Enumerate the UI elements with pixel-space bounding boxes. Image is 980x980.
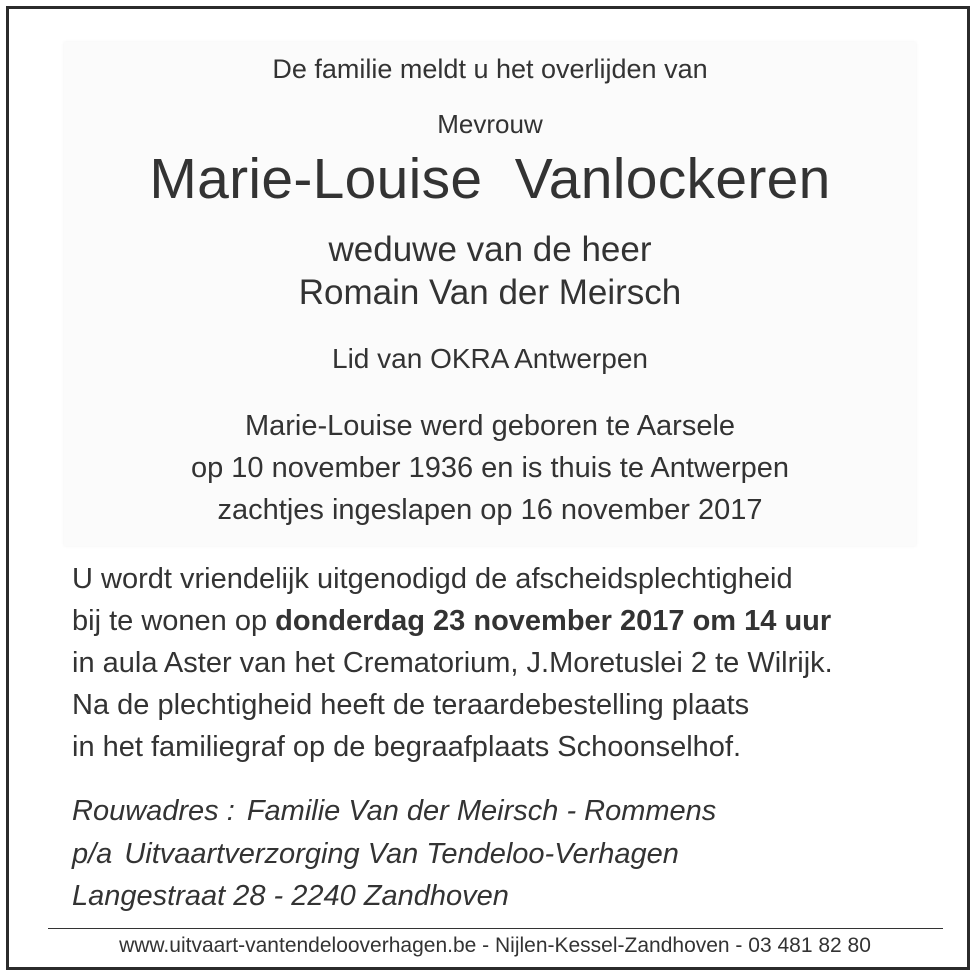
birth-line-1: Marie-Louise werd geboren te Aarsele [244, 410, 736, 442]
funeral-home-name: Uitvaartverzorging Van Tendeloo-Verhagen [124, 838, 679, 870]
membership-line: Lid van OKRA Antwerpen [332, 343, 648, 374]
birth-line-2: op 10 november 1936 en is thuis te Antwerpen [190, 452, 790, 484]
mourning-address-label: Rouwadres : [72, 795, 235, 827]
street-address: Langestraat 28 - 2240 Zandhoven [72, 880, 509, 912]
ceremony-line-5: in het familiegraf op de begraafplaats Schoonselhof. [72, 731, 742, 763]
ceremony-line-2-prefix: bij te wonen op [72, 605, 276, 637]
ceremony-datetime: donderdag 23 november 2017 om 14 uur [275, 605, 832, 637]
honorific: Mevrouw [437, 109, 543, 139]
widow-line: weduwe van de heer [328, 230, 652, 269]
ceremony-line-2 [72, 605, 831, 638]
ceremony-line-3: in aula Aster van het Crematorium, J.Moretuslei 2 te Wilrijk. [72, 647, 833, 679]
intro-text: De familie meldt u het overlijden van [272, 54, 708, 84]
mourning-address-line [72, 795, 716, 828]
footer-divider [48, 928, 943, 929]
family-name: Familie Van der Meirsch - Rommens [246, 795, 717, 827]
footer-contact: www.uitvaart-vantendelooverhagen.be - Nijlen-Kessel-Zandhoven - 03 481 82 80 [119, 934, 871, 957]
birth-line-3: zachtjes ingeslapen op 16 november 2017 [217, 494, 763, 526]
funeral-home-line [72, 838, 679, 871]
ceremony-line-4: Na de plechtigheid heeft de teraardebestelling plaats [72, 689, 750, 721]
ceremony-line-1: U wordt vriendelijk uitgenodigd de afscheidsplechtigheid [72, 563, 793, 595]
pa-label: p/a [72, 838, 113, 870]
deceased-name: Marie-Louise Vanlockeren [149, 147, 831, 211]
spouse-name: Romain Van der Meirsch [298, 273, 682, 312]
